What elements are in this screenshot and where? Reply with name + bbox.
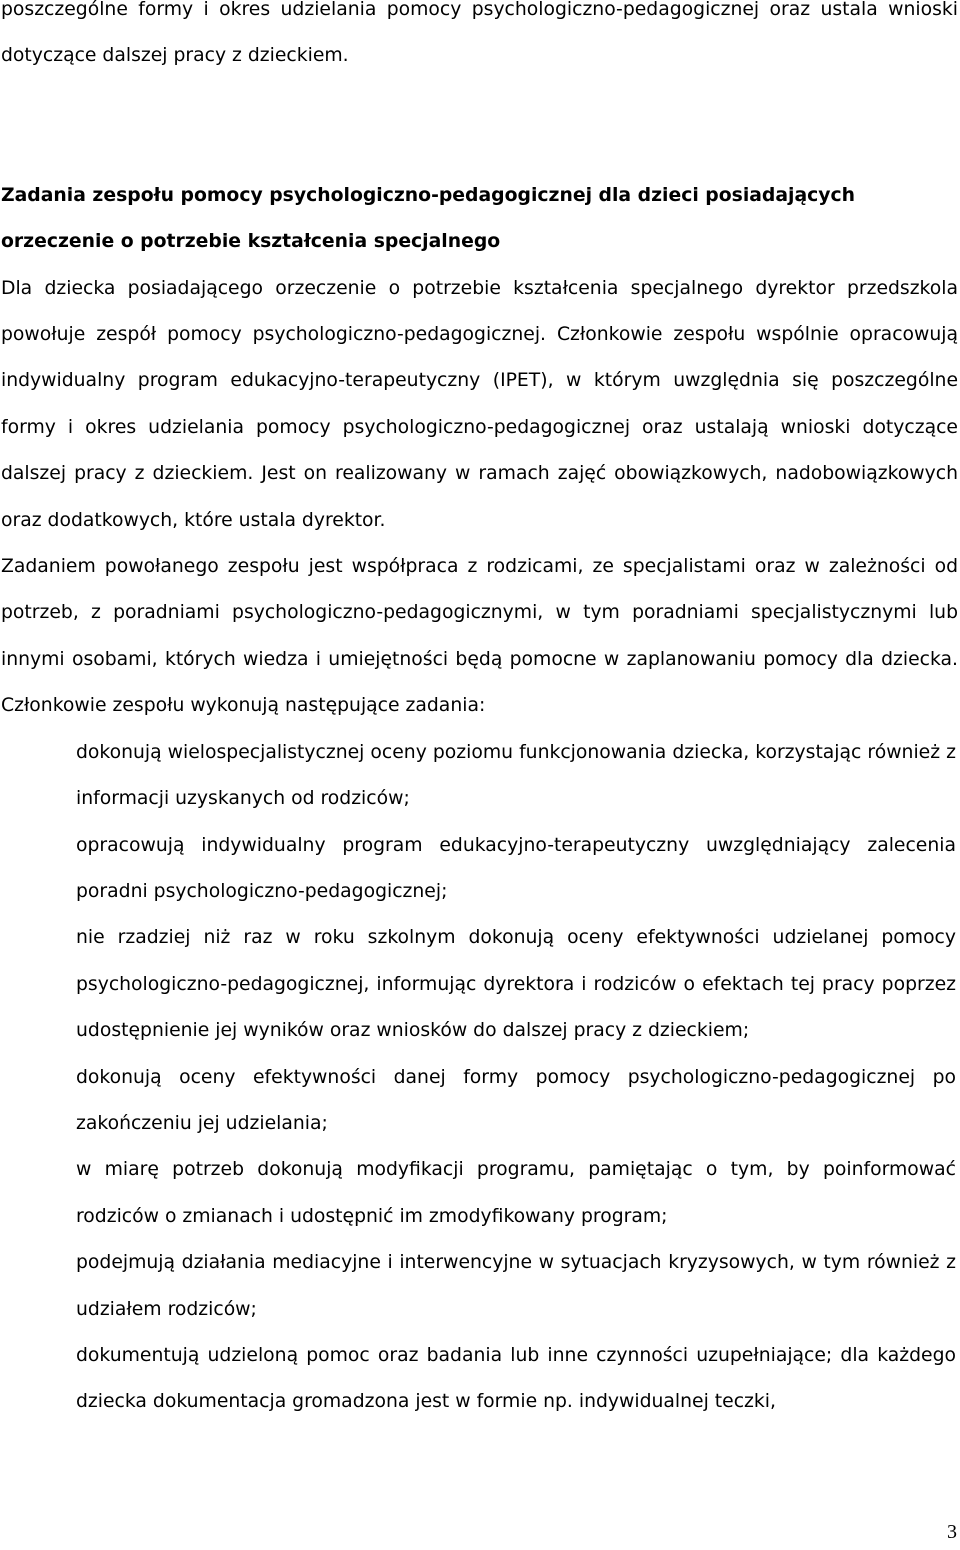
- paragraph-team-appointment: Dla dziecka posiadającego orzeczenie o potrzebie kształcenia specjalnego dyrektor przedszkola powołuje zespół pomocy psychologiczno-pedagogicznej. Członkowie zespołu wspólnie opracowują indywidualny program edukacyjno-terapeutyczny (IPET), w którym uwzględnia się poszczególne formy i okres udzielania pomocy psychologiczno-pedagogicznej oraz ustalają wnioski dotyczące dalszej pracy z dzieckiem. Jest on realizowany w ramach zajęć obowiązkowych, nadobowiązkowych oraz dodatkowych, które ustala dyrektor.: [1, 277, 958, 531]
- list-item: dokonują wielospecjalistycznej oceny poziomu funkcjonowania dziecka, korzystając również z informacji uzyskanych od rodziców;: [76, 741, 956, 810]
- page-number: 3: [947, 1521, 957, 1543]
- list-item: opracowują indywidualny program edukacyjno-terapeutyczny uwzględniający zalecenia poradni psychologiczno-pedagogicznej;: [76, 834, 956, 902]
- list-item: dokonują oceny efektywności danej formy pomocy psychologiczno-pedagogicznej po zakończeniu jej udzielania;: [76, 1066, 956, 1134]
- list-item: podejmują działania mediacyjne i interwencyjne w sytuacjach kryzysowych, w tym również z udziałem rodziców;: [76, 1252, 956, 1320]
- section-heading: Zadania zespołu pomocy psychologiczno-pedagogicznej dla dzieci posiadających orzeczenie o potrzebie kształcenia specjalnego: [1, 184, 856, 253]
- continuation-paragraph: poszczególne formy i okres udzielania pomocy psychologiczno-pedagogicznej oraz ustala wnioski dotyczące dalszej pracy z dzieckiem.: [1, 0, 958, 67]
- task-list: [1, 730, 958, 1426]
- list-item: dokumentują udzieloną pomoc oraz badania lub inne czynności uzupełniające; dla każdego dziecka dokumentacja gromadzona jest w formie np. indywidualnej teczki,: [76, 1344, 956, 1413]
- paragraph-team-tasks: Zadaniem powołanego zespołu jest współpraca z rodzicami, ze specjalistami oraz w zależności od potrzeb, z poradniami psychologiczno-pedagogicznymi, w tym poradniami specjalistycznymi lub innymi osobami, których wiedza i umiejętności będą pomocne w zaplanowaniu pomocy dla dziecka. Członkowie zespołu wykonują następujące zadania:: [1, 556, 958, 717]
- list-item: w miarę potrzeb dokonują modyfikacji programu, pamiętając o tym, by poinformować rodziców o zmianach i udostępnić im zmodyfikowany program;: [76, 1159, 956, 1227]
- list-item: nie rzadziej niż raz w roku szkolnym dokonują oceny efektywności udzielanej pomocy psychologiczno-pedagogicznej, informując dyrektora i rodziców o efektach tej pracy poprzez udostępnienie jej wyników oraz wniosków do dalszej pracy z dzieckiem;: [76, 927, 956, 1042]
